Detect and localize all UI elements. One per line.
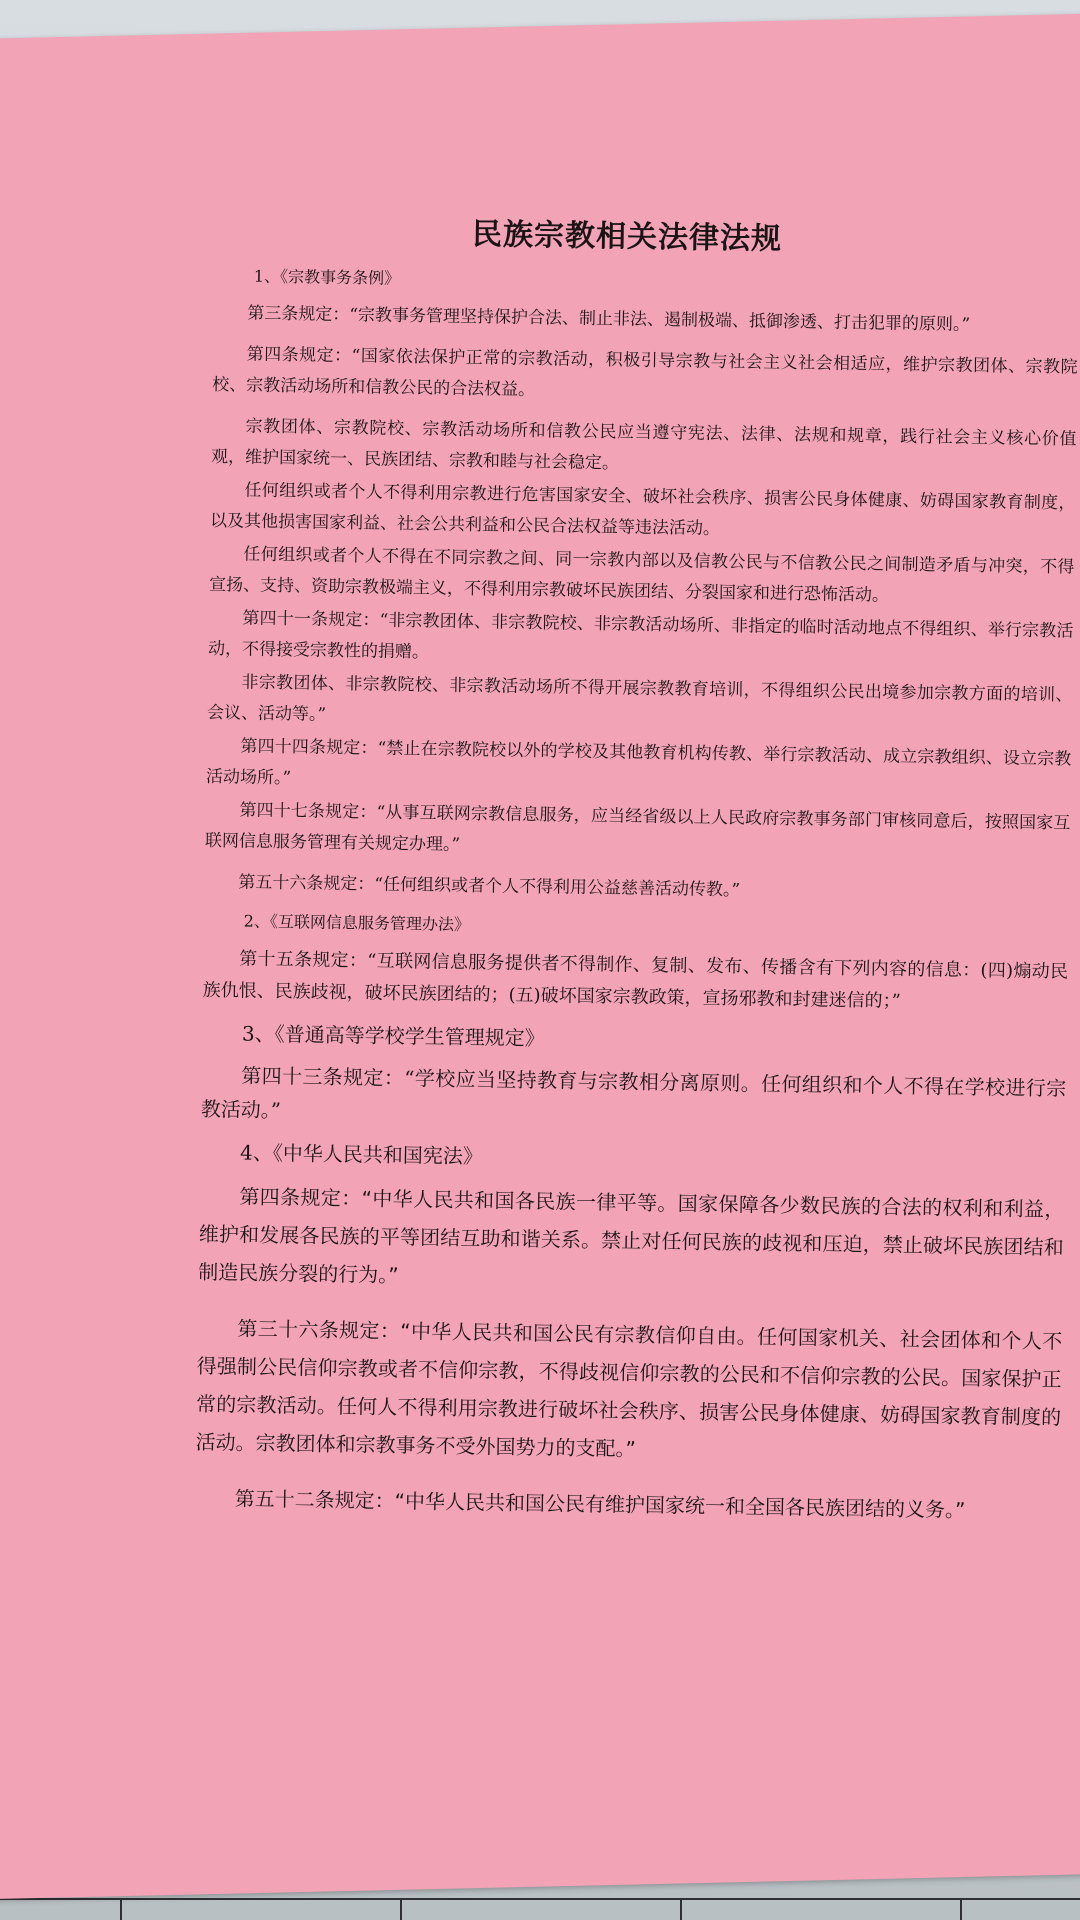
article-paragraph: 第十五条规定：“互联网信息服务提供者不得制作、复制、发布、传播含有下列内容的信息：(四)煽动民族仇恨、民族歧视，破坏民族团结的；(五)破坏国家宗教政策，宣扬邪教和封建迷信的；” (202, 948, 1069, 1012)
article-paragraph: 第三十六条规定：“中华人民共和国公民有宗教信仰自由。任何国家机关、社会团体和个人不得强制公民信仰宗教或者不信仰宗教，不得歧视信仰宗教的公民和不信仰宗教的公民。国家保护正常的宗教活动。任何人不得利用宗教进行破坏社会秩序、损害公民身体健康、妨碍国家教育制度的活动。宗教团体和宗教事务不受外国势力的支配。” (195, 1316, 1063, 1461)
desk-grid-line (0, 1898, 1080, 1900)
desk-grid-line (960, 1898, 962, 1920)
article-paragraph: 第四十四条规定：“禁止在宗教院校以外的学校及其他教育机构传教、举行宗教活动、成立宗教组织、设立宗教活动场所。” (205, 736, 1072, 789)
section-heading: 4、《中华人民共和国宪法》 (239, 1140, 484, 1169)
article-paragraph: 第五十二条规定：“中华人民共和国公民有维护国家统一和全国各民族团结的义务。” (234, 1486, 966, 1522)
article-paragraph: 第四十一条规定：“非宗教团体、非宗教院校、非宗教活动场所、非指定的临时活动地点不得组织、举行宗教活动，不得接受宗教性的捐赠。 (207, 608, 1074, 663)
article-paragraph: 宗教团体、宗教院校、宗教活动场所和信教公民应当遵守宪法、法律、法规和规章，践行社会主义核心价值观，维护国家统一、民族团结、宗教和睦与社会稳定。 (210, 416, 1077, 474)
article-paragraph: 第三条规定：“宗教事务管理坚持保护合法、制止非法、遏制极端、抵御渗透、打击犯罪的原则。” (247, 303, 971, 335)
section-heading: 1、《宗教事务条例》 (253, 266, 401, 288)
article-paragraph: 任何组织或者个人不得利用宗教进行危害国家安全、破坏社会秩序、损害公民身体健康、妨碍国家教育制度，以及其他损害国家利益、社会公共利益和公民合法权益等违法活动。 (209, 480, 1076, 539)
article-paragraph: 第四条规定：“国家依法保护正常的宗教活动，积极引导宗教与社会主义社会相适应，维护宗教团体、宗教院校、宗教活动场所和信教公民的合法权益。 (212, 344, 1078, 401)
article-paragraph: 第四条规定：“中华人民共和国各民族一律平等。国家保障各少数民族的合法的权利和利益，维护和发展各民族的平等团结互助和谐关系。禁止对任何民族的歧视和压迫，禁止破坏民族团结和制造民族分裂的行为。” (198, 1184, 1065, 1288)
section-student-management-rules (201, 1017, 1068, 1140)
section-internet-info-measures (202, 908, 1068, 1021)
section-heading: 2、《互联网信息服务管理办法》 (243, 911, 471, 935)
article-paragraph: 第四十三条规定：“学校应当坚持教育与宗教相分离原则。任何组织和个人不得在学校进行宗教活动。” (200, 1063, 1067, 1123)
article-paragraph: 第四十七条规定：“从事互联网宗教信息服务，应当经省级以上人民政府宗教事务部门审核同意后，按照国家互联网信息服务管理有关规定办理。” (204, 800, 1071, 855)
section-constitution (194, 1136, 1065, 1531)
desk-grid-line (680, 1898, 682, 1920)
document-title: 民族宗教相关法律法规 (471, 217, 783, 257)
desk-grid-line (400, 1898, 402, 1920)
document-content (193, 205, 1080, 1618)
article-paragraph: 非宗教团体、非宗教院校、非宗教活动场所不得开展宗教教育培训，不得组织公民出境参加宗教方面的培训、会议、活动等。” (206, 672, 1073, 725)
section-religious-affairs-regulations (204, 263, 1079, 912)
article-paragraph: 任何组织或者个人不得在不同宗教之间、同一宗教内部以及信教公民与不信教公民之间制造矛盾与冲突，不得宣扬、支持、资助宗教极端主义，不得利用宗教破坏民族团结、分裂国家和进行恐怖活动。 (208, 544, 1075, 606)
section-heading: 3、《普通高等学校学生管理规定》 (241, 1021, 545, 1051)
desk-grid-line (120, 1898, 122, 1920)
article-paragraph: 第五十六条规定：“任何组织或者个人不得利用公益慈善活动传教。” (238, 872, 741, 901)
